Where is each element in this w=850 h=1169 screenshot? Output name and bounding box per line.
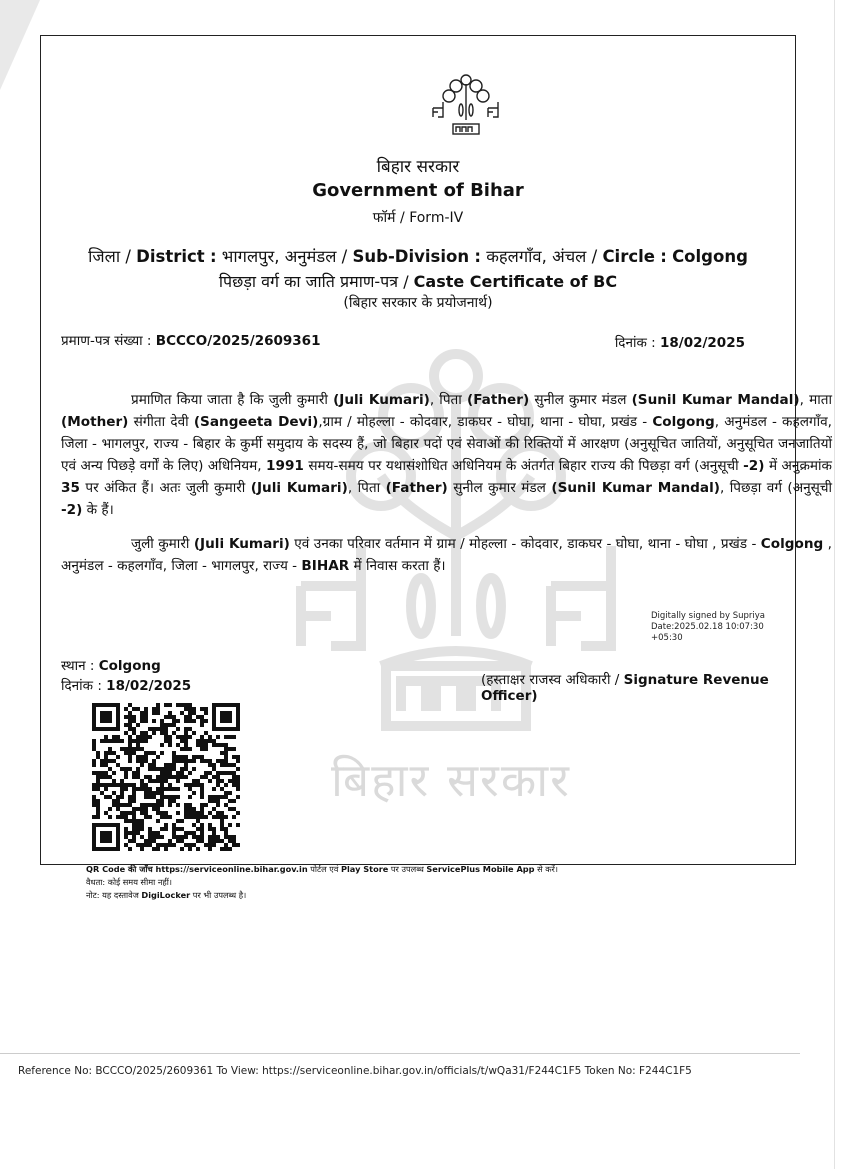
cert-date-value: 18/02/2025 [659,335,745,351]
digital-signature [651,611,795,644]
footer-date-label: दिनांक : [61,678,102,694]
digital-signature-date: Date:2025.02.18 10:07:30 +05:30 [651,622,764,643]
footer-notes [86,863,558,902]
title-english: Government of Bihar [312,180,524,201]
purpose: (बिहार सरकार के प्रयोजनार्थ) [343,295,493,311]
circle-label-en: Circle [602,247,655,266]
signature-revenue-officer [481,670,795,704]
footer-date-value: 18/02/2025 [106,678,192,694]
certificate-frame [40,35,833,900]
residence-paragraph: जुली कुमारी (Juli Kumari) एवं उनका परिवार वर्तमान में ग्राम / मोहल्ला - कोदवार, डाकघर - घोघा, थाना - घोघा , प्रखंड - Colgong , अनुमंडल - कहलगाँव, जिला - भागलपुर, राज्य - BIHAR में निवास करता हैं। [61,536,832,574]
bihar-emblem-icon [431,72,501,138]
circle-label-hi: अंचल [552,247,587,266]
form-english: Form-IV [409,210,464,226]
qr-note: QR Code की जाँच https://serviceonline.bihar.gov.in पोर्टल एवं Play Store पर उपलब्ध ServicePlus Mobile App से करें। [86,864,558,874]
cert-date-label: दिनांक : [614,335,656,351]
certificate-number [61,331,320,349]
signatory-english: Signature Revenue Officer) [481,672,769,704]
digital-signature-name: Digitally signed by Supriya [651,611,765,621]
digilocker-note: नोट: यह दस्तावेज DigiLocker पर भी उपलब्ध है। [86,890,247,900]
certificate-date [615,333,745,351]
subdivision-value: कहलगाँव [486,247,542,266]
reference-line: Reference No: BCCCO/2025/2609361 To View: https://serviceonline.bihar.gov.in/officials/t/wQa31/F244C1F5 Token No: F244C1F5 [18,1065,692,1077]
page-fold [0,0,40,90]
location-line: जिला / District : भागलपुर, अनुमंडल / Sub-Division : कहलगाँव, अंचल / Circle : Colgong [88,247,748,266]
certificate-body-paragraph: प्रमाणित किया जाता है कि जुली कुमारी (Juli Kumari), पिता (Father) सुनील कुमार मंडल (Sunil Kumar Mandal), माता (Mother) संगीता देवी (Sangeeta Devi),ग्राम / मोहल्ला - कोदवार, डाकघर - घोघा, थाना - घोघा, प्रखंड - Colgong, अनुमंडल - कहलगाँव, जिला - भागलपुर, राज्य - बिहार के कुर्मी समुदाय के सदस्य हैं, जो बिहार पदों एवं सेवाओं की रिक्तियों में आरक्षण (अनुसूचित जातियों, अनुसूचित जनजातियों एवं अन्य पिछड़े वर्गों के लिए) अधिनियम, 1991 समय-समय पर यथासंशोधित अधिनियम के अंतर्गत बिहार राज्य की पिछड़ा वर्ग (अनुसूची -2) में अनुक्रमांक 35 पर अंकित हैं। अतः जुली कुमारी (Juli Kumari), पिता (Father) सुनील कुमार मंडल (Sunil Kumar Mandal), पिछड़ा वर्ग (अनुसूची -2) के हैं। [61,392,833,518]
cert-number-value: BCCCO/2025/2609361 [155,333,321,349]
subdivision-label-en: Sub-Division [352,247,470,266]
place-value: Colgong [98,658,161,674]
district-label-en: District [136,247,205,266]
scan-edge [834,0,835,1169]
district-label-hi: जिला [88,247,121,266]
validity-note: वैधता: कोई समय सीमा नहीं। [86,877,172,887]
certificate-title: पिछड़ा वर्ग का जाति प्रमाण-पत्र / Caste Certificate of BC [218,272,618,291]
circle-value: Colgong [672,247,748,266]
cert-title-hindi: पिछड़ा वर्ग का जाति प्रमाण-पत्र [218,272,399,291]
form-hindi: फॉर्म [372,210,396,226]
district-value: भागलपुर [221,247,275,266]
footer-divider [0,1053,800,1054]
qr-code-icon[interactable] [92,703,240,851]
place-date-block [61,656,191,696]
cert-title-english: Caste Certificate of BC [413,272,618,291]
signatory-hindi: (हस्ताक्षर राजस्व अधिकारी / [481,672,620,688]
form-label: फॉर्म / Form-IV [372,210,464,226]
cert-number-label: प्रमाण-पत्र संख्या : [61,333,152,349]
watermark-text: बिहार सरकार [331,753,571,807]
title-hindi: बिहार सरकार [376,157,460,177]
subdivision-label-hi: अनुमंडल [284,247,337,266]
place-label: स्थान : [61,658,95,674]
